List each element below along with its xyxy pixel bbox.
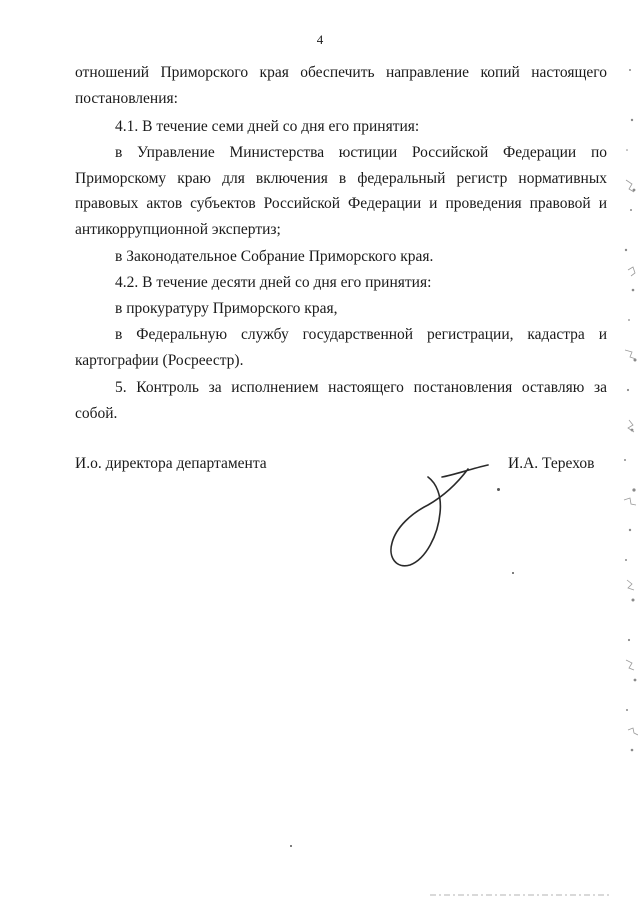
handwritten-signature — [380, 455, 500, 575]
scan-margin-noise — [612, 60, 638, 780]
scan-speck — [290, 845, 292, 847]
signatory-title: И.о. директора департамента — [75, 455, 267, 472]
paragraph-item-4-2: 4.2. В течение десяти дней со дня его принятия: — [115, 274, 432, 291]
scan-speck — [512, 572, 514, 574]
paragraph-legislative-assembly: в Законодательное Собрание Приморского края. — [115, 248, 434, 265]
signatory-name: И.А. Терехов — [508, 455, 595, 472]
paragraph-item-5-control: 5. Контроль за исполнением настоящего постановления оставляю за собой. — [75, 379, 607, 422]
paragraph-rosreestr: в Федеральную службу государственной регистрации, кадастра и картографии (Росреестр). — [75, 326, 607, 369]
paragraph-prosecutor-office: в прокуратуру Приморского края, — [115, 300, 338, 317]
page-number: 4 — [316, 32, 324, 47]
paragraph-ministry-of-justice: в Управление Министерства юстиции Российской Федерации по Приморскому краю для включения в федеральный регистр нормативных правовых актов субъектов Российской Федерации и проведения правовой и антикоррупционной экспертиз; — [75, 144, 607, 238]
scan-speck — [497, 488, 500, 491]
paragraph-item-4-1: 4.1. В течение семи дней со дня его принятия: — [115, 118, 420, 135]
paragraph-distribution-intro: отношений Приморского края обеспечить направление копий настоящего постановления: — [75, 64, 607, 107]
scan-bottom-edge-mark — [430, 893, 610, 897]
